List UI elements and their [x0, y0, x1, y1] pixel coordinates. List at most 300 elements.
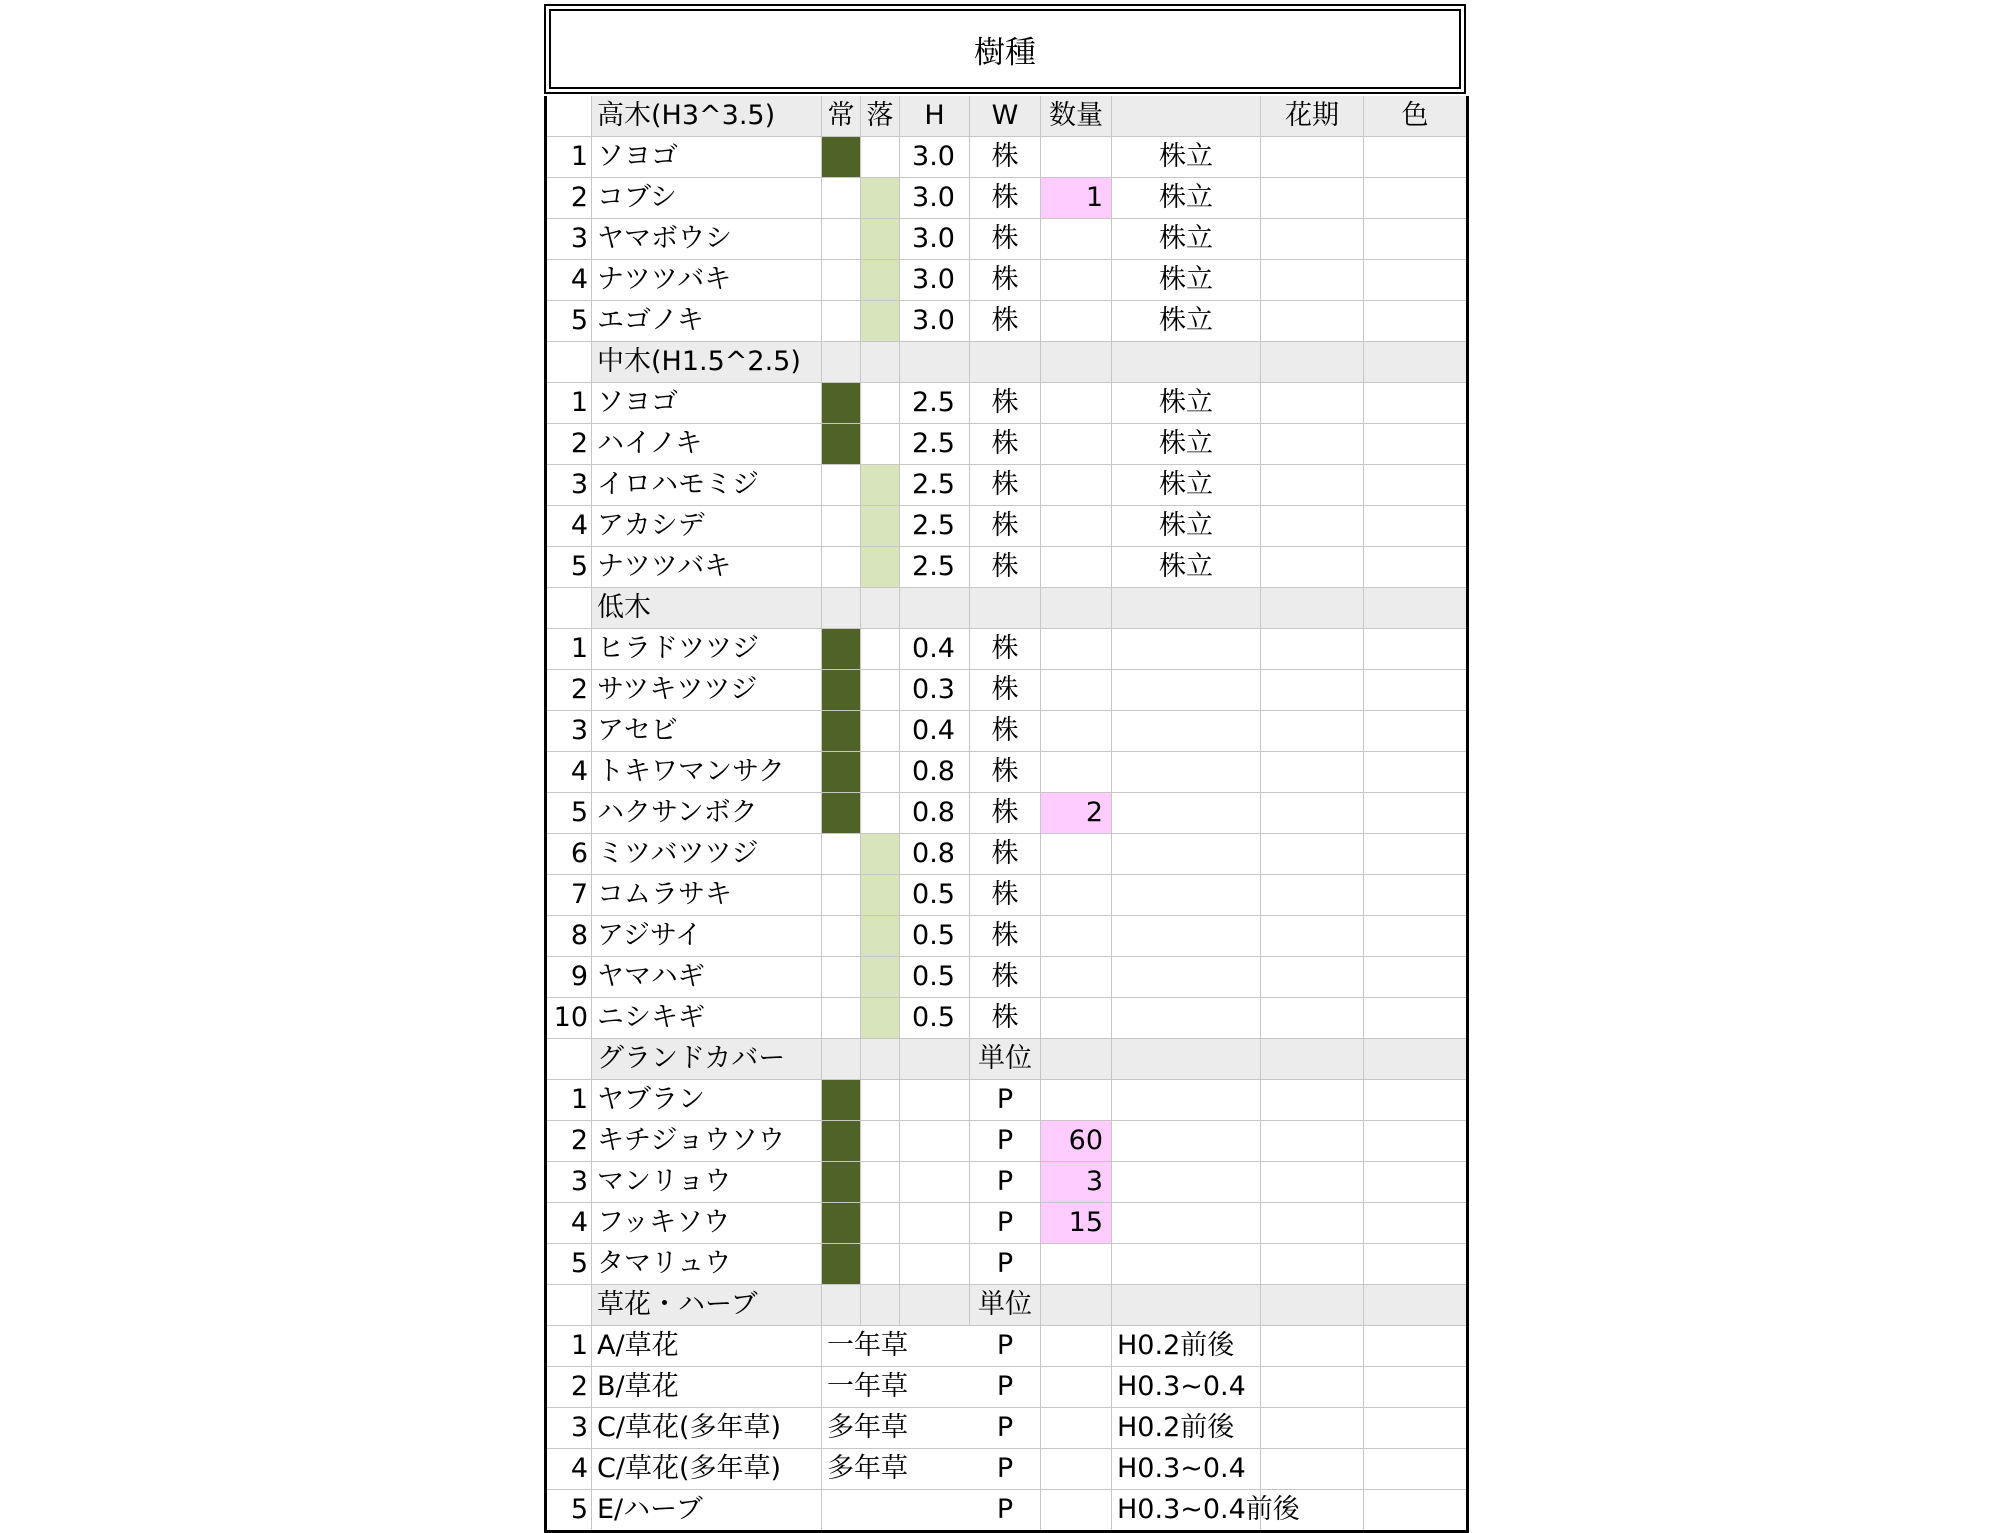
herb-color	[1364, 1367, 1468, 1408]
plant-quantity	[1041, 998, 1112, 1039]
plant-height: 0.4	[900, 629, 970, 670]
herb-unit: P	[970, 1490, 1041, 1532]
deciduous-marker	[861, 424, 900, 465]
evergreen-marker	[822, 752, 861, 793]
plant-note: 株立	[1112, 424, 1261, 465]
plant-color	[1364, 670, 1468, 711]
plant-width: P	[970, 1080, 1041, 1121]
section-quantity-cell	[1041, 1039, 1112, 1080]
plant-color	[1364, 1162, 1468, 1203]
section-bloom-cell	[1261, 1285, 1364, 1326]
plant-color	[1364, 834, 1468, 875]
section-color-cell	[1364, 1039, 1468, 1080]
plant-row	[546, 629, 1468, 670]
deciduous-marker	[861, 629, 900, 670]
evergreen-marker	[822, 916, 861, 957]
section-no-cell	[546, 588, 592, 629]
plant-quantity	[1041, 301, 1112, 342]
plant-quantity	[1041, 260, 1112, 301]
plant-name: コブシ	[592, 178, 822, 219]
plant-note	[1112, 875, 1261, 916]
section-color-cell	[1364, 588, 1468, 629]
evergreen-marker	[822, 711, 861, 752]
section-no-cell	[546, 342, 592, 383]
plant-row	[546, 793, 1468, 834]
row-number: 5	[546, 793, 592, 834]
header-high-tree-label: 高木(H3^3.5)	[592, 96, 822, 137]
section-title: 低木	[592, 588, 822, 629]
plant-name: サツキツツジ	[592, 670, 822, 711]
plant-quantity	[1041, 957, 1112, 998]
section-evergreen-cell	[822, 342, 861, 383]
header-no-cell	[546, 96, 592, 137]
section-row	[546, 588, 1468, 629]
plant-color	[1364, 629, 1468, 670]
plant-quantity	[1041, 547, 1112, 588]
plant-bloom-period	[1261, 1203, 1364, 1244]
evergreen-marker	[822, 1080, 861, 1121]
herb-unit: P	[970, 1367, 1041, 1408]
plant-width: P	[970, 1162, 1041, 1203]
plant-name: ハイノキ	[592, 424, 822, 465]
row-number: 6	[546, 834, 592, 875]
plant-note: 株立	[1112, 178, 1261, 219]
herb-note: H0.2前後	[1112, 1326, 1261, 1367]
deciduous-marker	[861, 957, 900, 998]
section-height-cell	[900, 588, 970, 629]
evergreen-marker	[822, 875, 861, 916]
plant-row	[546, 834, 1468, 875]
plant-row	[546, 219, 1468, 260]
plant-name: アジサイ	[592, 916, 822, 957]
section-deciduous-cell	[861, 342, 900, 383]
plant-quantity	[1041, 752, 1112, 793]
section-no-cell	[546, 1039, 592, 1080]
row-number: 2	[546, 1367, 592, 1408]
deciduous-marker	[861, 793, 900, 834]
plant-name: イロハモミジ	[592, 465, 822, 506]
plant-bloom-period	[1261, 260, 1364, 301]
herb-quantity	[1041, 1408, 1112, 1449]
plant-width: 株	[970, 998, 1041, 1039]
plant-row	[546, 998, 1468, 1039]
plant-bloom-period	[1261, 629, 1364, 670]
header-note	[1112, 96, 1261, 137]
plant-height: 0.5	[900, 998, 970, 1039]
plant-height: 0.3	[900, 670, 970, 711]
deciduous-marker	[861, 834, 900, 875]
plant-quantity	[1041, 916, 1112, 957]
section-title: グランドカバー	[592, 1039, 822, 1080]
herb-row	[546, 1408, 1468, 1449]
plant-height	[900, 1080, 970, 1121]
evergreen-marker	[822, 260, 861, 301]
deciduous-marker	[861, 1244, 900, 1285]
plant-color	[1364, 1244, 1468, 1285]
deciduous-marker	[861, 752, 900, 793]
deciduous-marker	[861, 178, 900, 219]
row-number: 5	[546, 1490, 592, 1532]
herb-unit: P	[970, 1408, 1041, 1449]
plant-note	[1112, 629, 1261, 670]
plant-name: ヒラドツツジ	[592, 629, 822, 670]
plant-height: 2.5	[900, 465, 970, 506]
row-number: 3	[546, 465, 592, 506]
plant-note: 株立	[1112, 547, 1261, 588]
evergreen-marker	[822, 957, 861, 998]
herb-type: 多年草	[822, 1408, 970, 1449]
plant-bloom-period	[1261, 916, 1364, 957]
herb-name: A/草花	[592, 1326, 822, 1367]
deciduous-marker	[861, 137, 900, 178]
plant-height: 2.5	[900, 424, 970, 465]
evergreen-marker	[822, 137, 861, 178]
section-evergreen-cell	[822, 1285, 861, 1326]
evergreen-marker	[822, 301, 861, 342]
plant-name: ヤマハギ	[592, 957, 822, 998]
plant-name: ニシキギ	[592, 998, 822, 1039]
evergreen-marker	[822, 629, 861, 670]
row-number: 5	[546, 547, 592, 588]
plant-height: 0.8	[900, 793, 970, 834]
plant-width: 株	[970, 301, 1041, 342]
row-number: 2	[546, 178, 592, 219]
row-number: 1	[546, 1080, 592, 1121]
deciduous-marker	[861, 301, 900, 342]
plant-color	[1364, 178, 1468, 219]
row-number: 2	[546, 424, 592, 465]
herb-bloom-period	[1261, 1449, 1364, 1490]
deciduous-marker	[861, 506, 900, 547]
section-note-cell	[1112, 342, 1261, 383]
sheet-title: 樹種	[544, 4, 1466, 94]
plant-width: 株	[970, 506, 1041, 547]
plant-row	[546, 711, 1468, 752]
header-evergreen: 常	[822, 96, 861, 137]
plant-note	[1112, 1244, 1261, 1285]
header-color: 色	[1364, 96, 1468, 137]
plant-height: 3.0	[900, 178, 970, 219]
herb-type: 多年草	[822, 1449, 970, 1490]
row-number: 4	[546, 1449, 592, 1490]
plant-bloom-period	[1261, 178, 1364, 219]
row-number: 8	[546, 916, 592, 957]
plant-name: ソヨゴ	[592, 137, 822, 178]
plant-note: 株立	[1112, 465, 1261, 506]
herb-name: B/草花	[592, 1367, 822, 1408]
herb-row	[546, 1367, 1468, 1408]
plant-row	[546, 1162, 1468, 1203]
plant-height	[900, 1162, 970, 1203]
row-number: 5	[546, 1244, 592, 1285]
herb-type: 一年草	[822, 1326, 970, 1367]
plant-name: キチジョウソウ	[592, 1121, 822, 1162]
plant-row	[546, 957, 1468, 998]
plant-color	[1364, 957, 1468, 998]
plant-bloom-period	[1261, 711, 1364, 752]
plant-height: 2.5	[900, 383, 970, 424]
plant-row	[546, 752, 1468, 793]
plant-color	[1364, 711, 1468, 752]
row-number: 3	[546, 219, 592, 260]
deciduous-marker	[861, 547, 900, 588]
section-deciduous-cell	[861, 1039, 900, 1080]
plant-name: ナツツバキ	[592, 260, 822, 301]
section-evergreen-cell	[822, 1039, 861, 1080]
plant-note	[1112, 752, 1261, 793]
herb-bloom-period	[1261, 1367, 1364, 1408]
section-deciduous-cell	[861, 588, 900, 629]
section-bloom-cell	[1261, 342, 1364, 383]
plant-bloom-period	[1261, 506, 1364, 547]
header-deciduous: 落	[861, 96, 900, 137]
plant-note: 株立	[1112, 219, 1261, 260]
evergreen-marker	[822, 834, 861, 875]
plant-bloom-period	[1261, 301, 1364, 342]
plant-color	[1364, 1080, 1468, 1121]
section-evergreen-cell	[822, 588, 861, 629]
plant-row	[546, 1121, 1468, 1162]
plant-row	[546, 301, 1468, 342]
plant-note	[1112, 998, 1261, 1039]
plant-height	[900, 1121, 970, 1162]
plant-bloom-period	[1261, 875, 1364, 916]
evergreen-marker	[822, 465, 861, 506]
plant-bloom-period	[1261, 1162, 1364, 1203]
evergreen-marker	[822, 506, 861, 547]
deciduous-marker	[861, 1162, 900, 1203]
evergreen-marker	[822, 219, 861, 260]
plant-height: 3.0	[900, 219, 970, 260]
row-number: 5	[546, 301, 592, 342]
plant-quantity	[1041, 1244, 1112, 1285]
plant-height: 0.8	[900, 752, 970, 793]
row-number: 4	[546, 1203, 592, 1244]
plant-color	[1364, 916, 1468, 957]
deciduous-marker	[861, 875, 900, 916]
section-unit-label: 単位	[970, 1285, 1041, 1326]
plant-row	[546, 383, 1468, 424]
plant-width: 株	[970, 383, 1041, 424]
deciduous-marker	[861, 219, 900, 260]
plant-note	[1112, 670, 1261, 711]
plant-quantity: 1	[1041, 178, 1112, 219]
plant-note: 株立	[1112, 137, 1261, 178]
herb-type: 一年草	[822, 1367, 970, 1408]
evergreen-marker	[822, 1244, 861, 1285]
plant-quantity	[1041, 670, 1112, 711]
plant-height: 0.5	[900, 916, 970, 957]
plant-name: アセビ	[592, 711, 822, 752]
plant-note	[1112, 1203, 1261, 1244]
section-no-cell	[546, 1285, 592, 1326]
plant-quantity	[1041, 383, 1112, 424]
deciduous-marker	[861, 1080, 900, 1121]
plant-width: 株	[970, 260, 1041, 301]
plant-height: 0.4	[900, 711, 970, 752]
plant-quantity	[1041, 834, 1112, 875]
herb-note: H0.3~0.4	[1112, 1367, 1261, 1408]
plant-quantity	[1041, 629, 1112, 670]
deciduous-marker	[861, 916, 900, 957]
herb-note: H0.3~0.4前後	[1112, 1490, 1261, 1532]
plant-bloom-period	[1261, 465, 1364, 506]
plant-color	[1364, 793, 1468, 834]
plant-width: 株	[970, 711, 1041, 752]
plant-bloom-period	[1261, 752, 1364, 793]
plant-note	[1112, 916, 1261, 957]
plant-quantity	[1041, 506, 1112, 547]
deciduous-marker	[861, 670, 900, 711]
plant-note: 株立	[1112, 301, 1261, 342]
herb-unit: P	[970, 1326, 1041, 1367]
row-number: 3	[546, 1408, 592, 1449]
plant-height: 0.8	[900, 834, 970, 875]
section-row	[546, 1285, 1468, 1326]
herb-bloom-period	[1261, 1408, 1364, 1449]
section-width-cell	[970, 342, 1041, 383]
plant-row	[546, 1080, 1468, 1121]
plant-color	[1364, 301, 1468, 342]
deciduous-marker	[861, 260, 900, 301]
plant-color	[1364, 875, 1468, 916]
plant-name: コムラサキ	[592, 875, 822, 916]
herb-row	[546, 1490, 1468, 1532]
plant-bloom-period	[1261, 219, 1364, 260]
header-height: H	[900, 96, 970, 137]
plant-name: アカシデ	[592, 506, 822, 547]
plant-quantity: 3	[1041, 1162, 1112, 1203]
evergreen-marker	[822, 998, 861, 1039]
plant-height	[900, 1244, 970, 1285]
plant-row	[546, 1244, 1468, 1285]
evergreen-marker	[822, 1203, 861, 1244]
deciduous-marker	[861, 1203, 900, 1244]
plant-height: 0.5	[900, 957, 970, 998]
row-number: 4	[546, 260, 592, 301]
plant-name: ソヨゴ	[592, 383, 822, 424]
herb-quantity	[1041, 1490, 1112, 1532]
plant-width: 株	[970, 629, 1041, 670]
plant-note	[1112, 957, 1261, 998]
section-quantity-cell	[1041, 342, 1112, 383]
evergreen-marker	[822, 1121, 861, 1162]
plant-color	[1364, 137, 1468, 178]
plant-row	[546, 465, 1468, 506]
plant-name: ハクサンボク	[592, 793, 822, 834]
row-number: 1	[546, 137, 592, 178]
section-row	[546, 342, 1468, 383]
section-note-cell	[1112, 588, 1261, 629]
herb-color	[1364, 1408, 1468, 1449]
section-height-cell	[900, 342, 970, 383]
plant-width: 株	[970, 670, 1041, 711]
section-deciduous-cell	[861, 1285, 900, 1326]
plant-note	[1112, 793, 1261, 834]
plant-width: P	[970, 1244, 1041, 1285]
plant-list-sheet	[544, 4, 1466, 1525]
plant-name: ミツバツツジ	[592, 834, 822, 875]
plant-bloom-period	[1261, 1121, 1364, 1162]
plant-color	[1364, 383, 1468, 424]
section-quantity-cell	[1041, 1285, 1112, 1326]
evergreen-marker	[822, 670, 861, 711]
evergreen-marker	[822, 1162, 861, 1203]
herb-unit: P	[970, 1449, 1041, 1490]
deciduous-marker	[861, 383, 900, 424]
plant-width: 株	[970, 547, 1041, 588]
evergreen-marker	[822, 424, 861, 465]
section-width-cell	[970, 588, 1041, 629]
plant-bloom-period	[1261, 670, 1364, 711]
herb-quantity	[1041, 1449, 1112, 1490]
plant-quantity	[1041, 1080, 1112, 1121]
herb-note: H0.2前後	[1112, 1408, 1261, 1449]
plant-row	[546, 1203, 1468, 1244]
plant-row	[546, 506, 1468, 547]
plant-quantity: 2	[1041, 793, 1112, 834]
plant-width: 株	[970, 875, 1041, 916]
plant-bloom-period	[1261, 957, 1364, 998]
plant-name: マンリョウ	[592, 1162, 822, 1203]
plant-width: 株	[970, 137, 1041, 178]
plant-row	[546, 670, 1468, 711]
row-number: 1	[546, 629, 592, 670]
plant-width: P	[970, 1121, 1041, 1162]
plant-name: トキワマンサク	[592, 752, 822, 793]
plant-bloom-period	[1261, 383, 1364, 424]
plant-bloom-period	[1261, 1244, 1364, 1285]
plant-bloom-period	[1261, 834, 1364, 875]
plant-color	[1364, 1121, 1468, 1162]
herb-bloom-period	[1261, 1326, 1364, 1367]
plant-table	[544, 96, 1469, 1533]
plant-row	[546, 916, 1468, 957]
plant-quantity	[1041, 711, 1112, 752]
row-number: 10	[546, 998, 592, 1039]
deciduous-marker	[861, 1121, 900, 1162]
header-width: W	[970, 96, 1041, 137]
evergreen-marker	[822, 383, 861, 424]
plant-width: 株	[970, 178, 1041, 219]
plant-width: 株	[970, 424, 1041, 465]
plant-height: 0.5	[900, 875, 970, 916]
plant-color	[1364, 424, 1468, 465]
row-number: 2	[546, 670, 592, 711]
evergreen-marker	[822, 793, 861, 834]
plant-quantity: 60	[1041, 1121, 1112, 1162]
plant-color	[1364, 465, 1468, 506]
row-number: 1	[546, 1326, 592, 1367]
deciduous-marker	[861, 998, 900, 1039]
plant-width: 株	[970, 957, 1041, 998]
row-number: 1	[546, 383, 592, 424]
plant-bloom-period	[1261, 1080, 1364, 1121]
herb-row	[546, 1326, 1468, 1367]
evergreen-marker	[822, 547, 861, 588]
plant-width: 株	[970, 793, 1041, 834]
evergreen-marker	[822, 178, 861, 219]
plant-note	[1112, 1080, 1261, 1121]
section-title: 中木(H1.5^2.5)	[592, 342, 822, 383]
plant-note: 株立	[1112, 383, 1261, 424]
herb-color	[1364, 1449, 1468, 1490]
section-note-cell	[1112, 1285, 1261, 1326]
plant-quantity	[1041, 465, 1112, 506]
plant-height: 3.0	[900, 137, 970, 178]
row-number: 3	[546, 1162, 592, 1203]
plant-row	[546, 424, 1468, 465]
